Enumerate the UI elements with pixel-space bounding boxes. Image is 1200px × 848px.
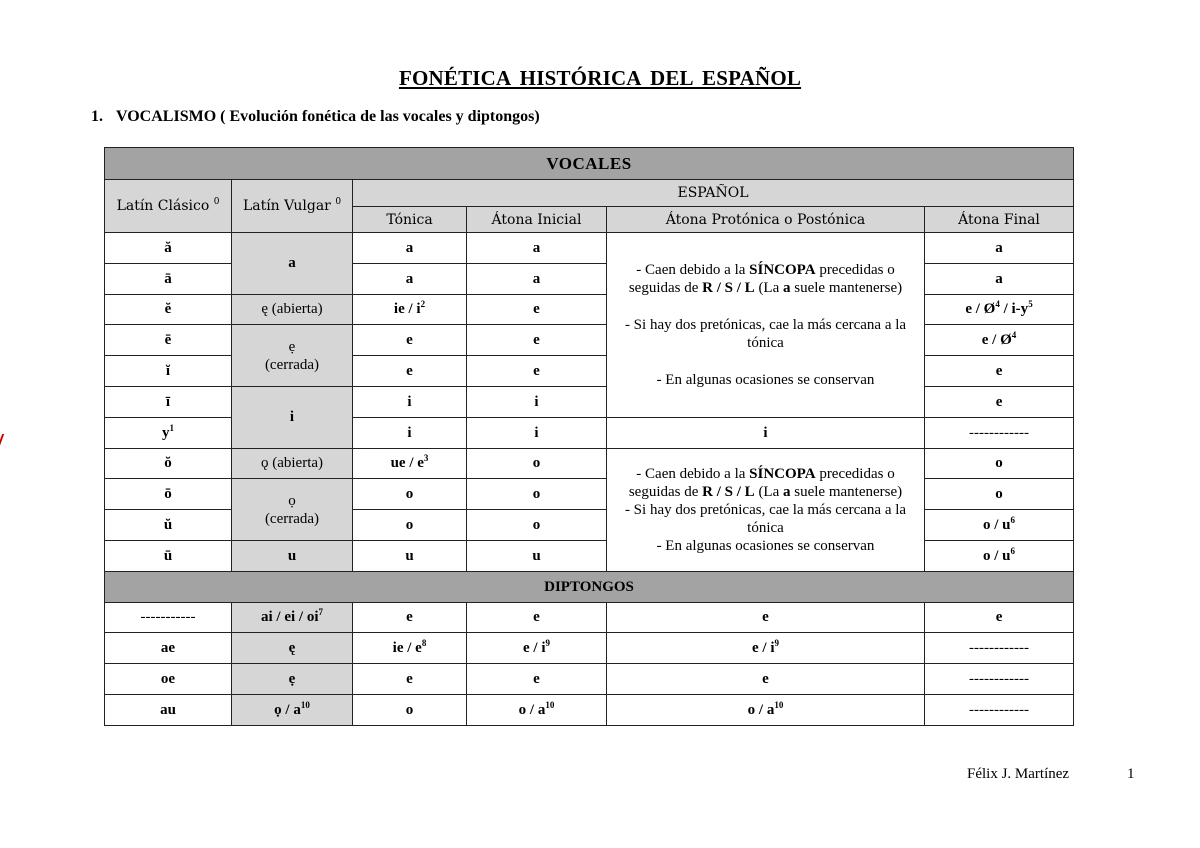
cell-atona-inicial: e <box>467 664 607 695</box>
cell-atona-inicial: o <box>467 448 607 479</box>
cell-atona-inicial: e <box>467 325 607 356</box>
cell-atona-protonica: e / $i^9$ <box>607 633 925 664</box>
note-paragraph: - Caen debido a la SÍNCOPA precedidas o seguidas de R / S / L (La a suele mantenerse) <box>628 465 903 500</box>
cell-latin-vulgar: ọ / $a^{10}$ <box>232 694 353 725</box>
cell-atona-final: a <box>925 233 1074 264</box>
cell-atona-protonica: e <box>607 602 925 633</box>
table-row <box>105 294 1074 325</box>
table-row <box>105 633 1074 664</box>
cell-atona-inicial: e / $i^9$ <box>467 633 607 664</box>
section-number: 1. <box>91 108 103 125</box>
header-atona-final: Átona Final <box>925 207 1074 233</box>
cell-tonica: e <box>353 664 467 695</box>
cell-tonica: u <box>353 540 467 571</box>
page-number: 1 <box>1127 766 1135 782</box>
cell-atona-final: e <box>925 602 1074 633</box>
cell-atona-final: ------------ <box>925 694 1074 725</box>
cell-latin-clasico: ĭ <box>105 356 232 387</box>
margin-mark <box>0 434 8 446</box>
note-paragraph: - Si hay dos pretónicas, cae la más cercana a la tónica <box>624 501 907 536</box>
cell-latin-vulgar: u <box>232 540 353 571</box>
cell-tonica: ie / $e^8$ <box>353 633 467 664</box>
cell-tonica: i <box>353 417 467 448</box>
note-paragraph: - Si hay dos pretónicas, cae la más cercana a la tónica <box>624 316 907 351</box>
cell-atona-inicial: o / $a^{10}$ <box>467 694 607 725</box>
cell-atona-final: a <box>925 263 1074 294</box>
header-latin-vulgar: Latín Vulgar $^0$ <box>232 180 353 233</box>
cell-latin-vulgar: ę <box>232 633 353 664</box>
section-heading <box>91 108 540 126</box>
cell-latin-clasico: ŏ <box>105 448 232 479</box>
cell-atona-final: ------------ <box>925 417 1074 448</box>
page-title: FONÉTICA HISTÓRICA DEL ESPAÑOL <box>398 66 802 90</box>
table-row <box>105 325 1074 356</box>
note-paragraph: - Caen debido a la SÍNCOPA precedidas o seguidas de R / S / L (La a suele mantenerse) <box>628 261 903 296</box>
header-tonica: Tónica <box>353 207 467 233</box>
cell-tonica: e <box>353 356 467 387</box>
cell-latin-clasico: ĕ <box>105 294 232 325</box>
cell-atona-final: ------------ <box>925 664 1074 695</box>
header-espanol: ESPAÑOL <box>353 180 1074 207</box>
cell-latin-vulgar: ǫ (abierta) <box>232 448 353 479</box>
cell-atona-inicial: e <box>467 294 607 325</box>
cell-atona-final: ------------ <box>925 633 1074 664</box>
cell-tonica: e <box>353 602 467 633</box>
cell-latin-clasico: ----------- <box>105 602 232 633</box>
cell-latin-clasico: oe <box>105 664 232 695</box>
diptongos-header: DIPTONGOS <box>105 571 1074 602</box>
cell-latin-clasico: au <box>105 694 232 725</box>
header-atona-inicial: Átona Inicial <box>467 207 607 233</box>
cell-tonica: ue / $e^3$ <box>353 448 467 479</box>
cell-tonica: a <box>353 263 467 294</box>
cell-atona-inicial: e <box>467 356 607 387</box>
cell-latin-clasico: ă <box>105 233 232 264</box>
cell-latin-clasico: ū <box>105 540 232 571</box>
cell-latin-clasico: $y^1$ <box>105 417 232 448</box>
cell-atona-protonica: o / $a^{10}$ <box>607 694 925 725</box>
table-row <box>105 386 1074 417</box>
cell-latin-vulgar: i <box>232 386 353 448</box>
cell-atona-final: o / $u^6$ <box>925 540 1074 571</box>
cell-atona-inicial: i <box>467 417 607 448</box>
cell-tonica: ie / $i^2$ <box>353 294 467 325</box>
cell-latin-vulgar: a <box>232 233 353 295</box>
cell-atona-final: e / $Ø^4$ <box>925 325 1074 356</box>
table-row <box>105 664 1074 695</box>
cell-tonica: o <box>353 510 467 541</box>
cell-latin-vulgar: ai / ei / $oi^7$ <box>232 602 353 633</box>
cell-atona-final: o <box>925 448 1074 479</box>
cell-latin-clasico: ae <box>105 633 232 664</box>
cell-atona-inicial: a <box>467 263 607 294</box>
table-row <box>105 448 1074 479</box>
cell-tonica: i <box>353 386 467 417</box>
cell-atona-protonica: i <box>607 417 925 448</box>
table-row <box>105 540 1074 571</box>
cell-tonica: e <box>353 325 467 356</box>
cell-tonica: a <box>353 233 467 264</box>
cell-atona-final: e / $Ø^4 / i-y^5$ <box>925 294 1074 325</box>
header-latin-clasico: Latín Clásico $^0$ <box>105 180 232 233</box>
cell-latin-vulgar: ẹ <box>232 664 353 695</box>
footer-author: Félix J. Martínez <box>967 766 1070 782</box>
cell-atona-final: o / $u^6$ <box>925 510 1074 541</box>
table-row <box>105 233 1074 264</box>
cell-atona-inicial: e <box>467 602 607 633</box>
cell-tonica: o <box>353 479 467 510</box>
cell-atona-protonica: e <box>607 664 925 695</box>
cell-atona-inicial: u <box>467 540 607 571</box>
vocales-header: VOCALES <box>105 148 1074 180</box>
cell-atona-inicial: a <box>467 233 607 264</box>
note-paragraph: - En algunas ocasiones se conservan <box>656 537 875 554</box>
cell-atona-final: e <box>925 356 1074 387</box>
cell-latin-vulgar: ọ (cerrada) <box>232 479 353 541</box>
cell-latin-clasico: ā <box>105 263 232 294</box>
note-sincopa-block-1 <box>607 233 925 418</box>
table-row <box>105 694 1074 725</box>
cell-atona-final: e <box>925 386 1074 417</box>
note-sincopa-block-2 <box>607 448 925 571</box>
section-subtitle: ( Evolución fonética de las vocales y diptongos) <box>220 108 540 125</box>
vocalismo-table <box>104 147 1074 726</box>
table-row <box>105 602 1074 633</box>
cell-atona-inicial: i <box>467 386 607 417</box>
cell-latin-clasico: ī <box>105 386 232 417</box>
cell-tonica: o <box>353 694 467 725</box>
cell-latin-vulgar: ẹ (cerrada) <box>232 325 353 387</box>
cell-latin-vulgar: ę (abierta) <box>232 294 353 325</box>
header-atona-protonica: Átona Protónica o Postónica <box>607 207 925 233</box>
cell-latin-clasico: ē <box>105 325 232 356</box>
cell-atona-inicial: o <box>467 479 607 510</box>
section-title: VOCALISMO <box>116 108 217 125</box>
note-paragraph: - En algunas ocasiones se conservan <box>656 371 875 388</box>
cell-atona-inicial: o <box>467 510 607 541</box>
cell-latin-clasico: ō <box>105 479 232 510</box>
cell-atona-final: o <box>925 479 1074 510</box>
table-row <box>105 479 1074 510</box>
cell-latin-clasico: ŭ <box>105 510 232 541</box>
